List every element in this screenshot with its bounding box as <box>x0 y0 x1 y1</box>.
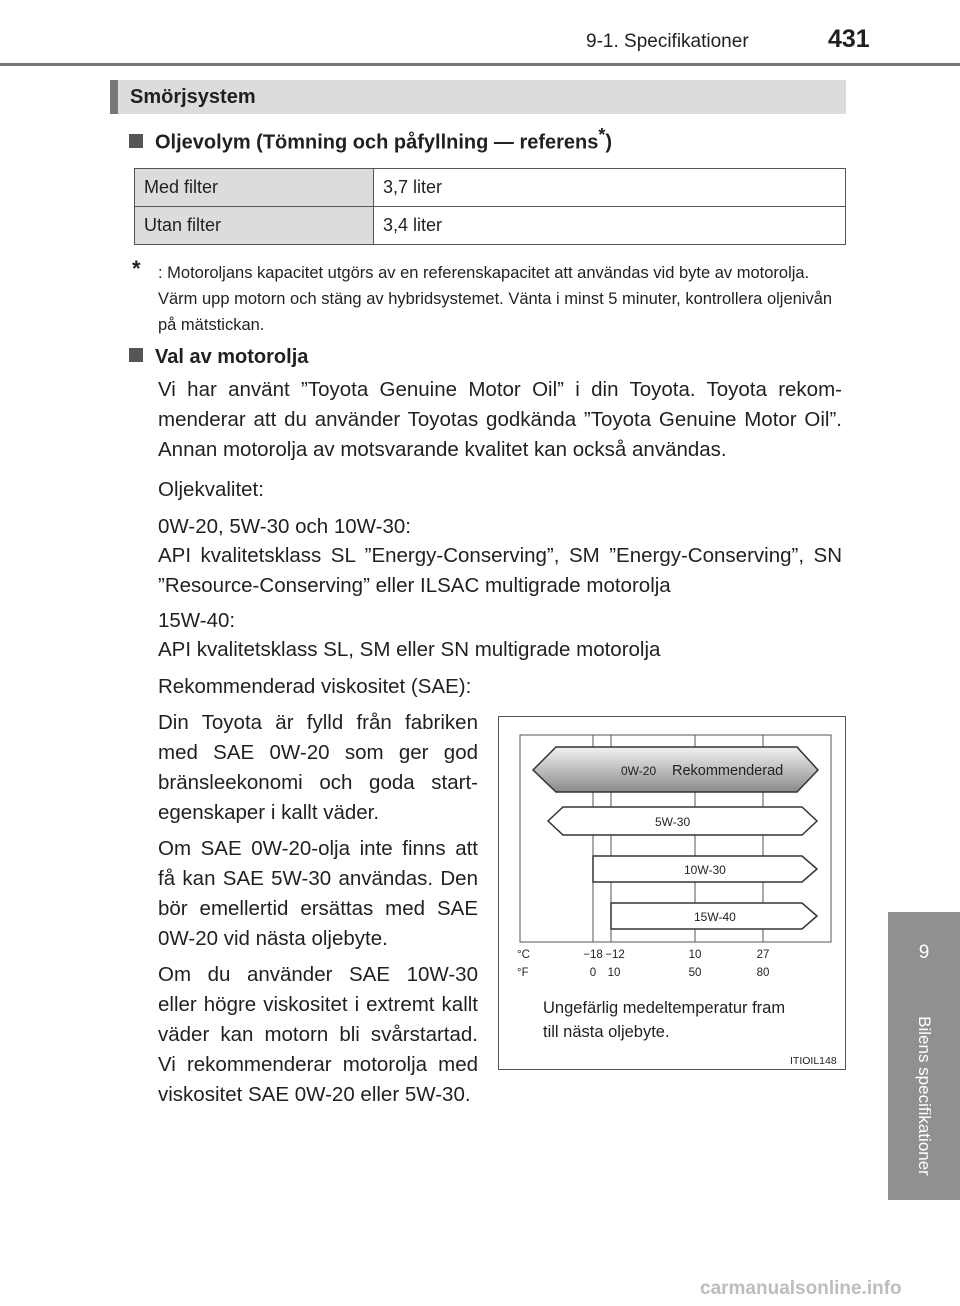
chapter-tab-number: 9 <box>918 942 930 963</box>
section-title: Smörjsystem <box>130 86 256 108</box>
tick-celsius: −12 <box>605 949 625 961</box>
running-header-section: 9-1. Specifikationer <box>586 31 749 52</box>
chapter-tab-label: Bilens specifikationer <box>915 1016 934 1176</box>
quality-label: Oljekvalitet: <box>158 478 264 501</box>
figure-code: ITIOIL148 <box>790 1055 837 1067</box>
grade-b-text: API kvalitetsklass SL, SM eller SN multigrade motorolja <box>158 638 661 661</box>
series-label-0w-20: 0W-20 <box>621 764 657 778</box>
footnote-text: : Motoroljans kapacitet utgörs av en referenskapacitet att användas vid byte av motorolja. Värm upp motorn och stäng av hybridsystemet. Vänta i minst 5 minuter, kontrollera oljenivån på mätstickan. <box>158 264 833 334</box>
tick-celsius: 27 <box>756 949 770 961</box>
oil-selection-heading: Val av motorolja <box>129 346 308 369</box>
substitute-paragraph: Om SAE 0W-20-olja inte finns att få kan SAE 5W-30 användas. Den bör emellertid ersättas med SAE 0W-20 vid nästa oljebyte. <box>158 837 478 950</box>
table-cell-label: Med filter <box>135 169 374 207</box>
oil-volume-heading: Oljevolym (Tömning och påfyllning — referens*) <box>129 125 612 155</box>
series-note-recommended: Rekommenderad <box>672 763 784 779</box>
intro-paragraph: Vi har använt ”Toyota Genuine Motor Oil” i din Toyota. Toyota rekommenderar att du använder Toyotas godkända ”Toyota Genuine Motor Oil”. Annan motorolja av motsvarande kvalitet kan också användas. <box>158 378 842 461</box>
grade-b-title: 15W-40: <box>158 609 236 632</box>
tick-fahrenheit: 0 <box>589 967 597 979</box>
tick-fahrenheit: 50 <box>688 967 702 979</box>
tick-fahrenheit: 80 <box>756 967 770 979</box>
series-label-10w-30: 10W-30 <box>684 863 726 877</box>
series-label-5w-30: 5W-30 <box>655 815 691 829</box>
axis-label-fahrenheit: °F <box>517 967 529 979</box>
table-cell-value: 3,4 liter <box>374 207 846 245</box>
table-cell-label: Utan filter <box>135 207 374 245</box>
watermark: carmanualsonline.info <box>700 1278 902 1299</box>
tick-celsius: −18 <box>583 949 603 961</box>
tick-fahrenheit: 10 <box>607 967 621 979</box>
factory-fill-paragraph: Din Toyota är fylld från fabriken med SAE 0W-20 som ger god bränsleekonomi och goda startegenskaper i kallt väder. <box>158 711 478 824</box>
grade-a-title: 0W-20, 5W-30 och 10W-30: <box>158 515 411 538</box>
reference-star: * <box>598 125 606 145</box>
series-label-15w-40: 15W-40 <box>694 910 736 924</box>
grade-a-text: API kvalitetsklass SL ”Energy-Conserving”, SM ”Energy-Conserving”, SN ”Resource-Conserving” eller ILSAC multigrade motorolja <box>158 544 842 597</box>
table-cell-value: 3,7 liter <box>374 169 846 207</box>
axis-label-celsius: °C <box>517 949 530 961</box>
page-number: 431 <box>828 25 870 53</box>
chart-caption: Ungefärlig medeltemperatur fram till nästa oljebyte. <box>543 999 786 1041</box>
tick-celsius: 10 <box>688 949 702 961</box>
viscosity-label: Rekommenderad viskositet (SAE): <box>158 675 472 698</box>
cold-weather-paragraph: Om du använder SAE 10W-30 eller högre viskositet i extremt kallt väder kan motorn bli svårstartad. Vi rekommenderar motorolja med viskositet SAE 0W-20 eller 5W-30. <box>158 963 478 1106</box>
footnote-star: * <box>132 256 141 281</box>
